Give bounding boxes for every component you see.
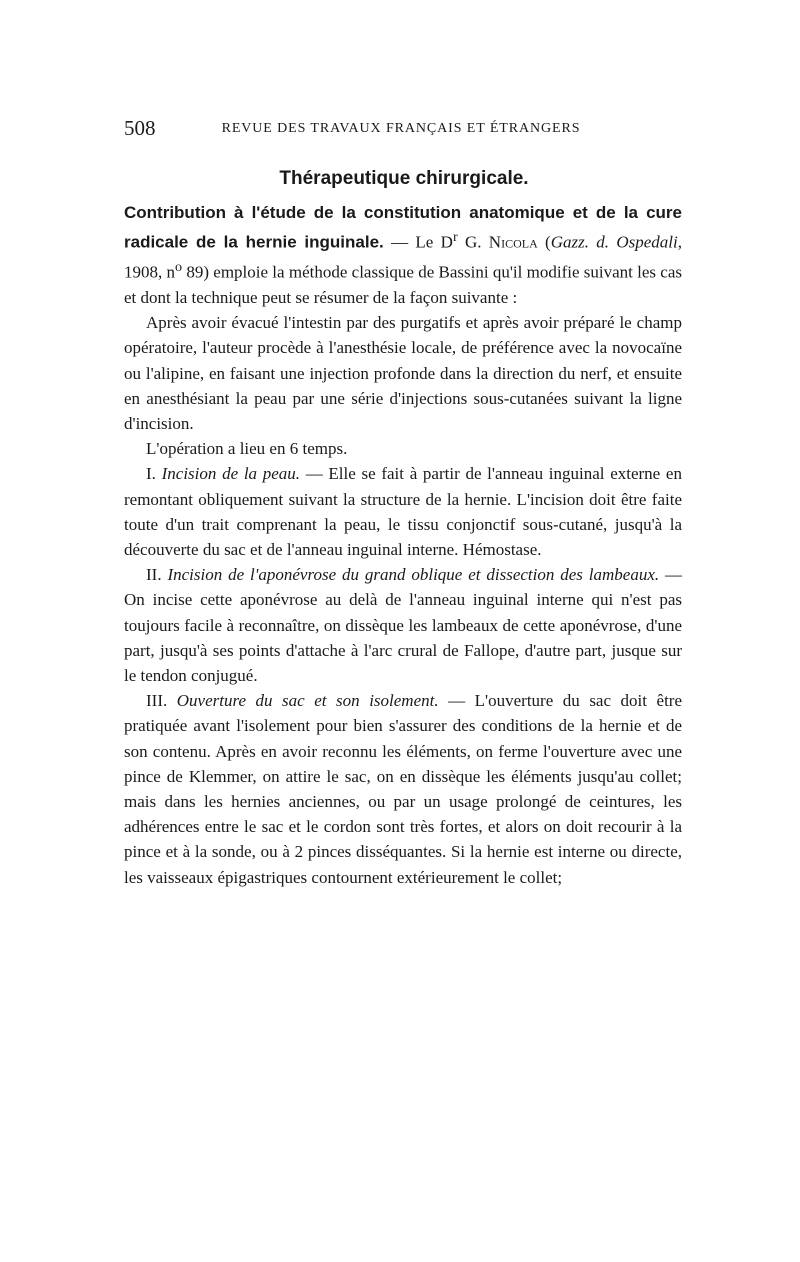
step-2-paragraph bbox=[124, 562, 682, 688]
author-dash: — Le bbox=[383, 232, 441, 252]
step-2-text: — On incise cette aponévrose au delà de l'anneau inguinal interne qui n'est pas toujours facile à reconnaître, on dissèque les lambeaux de cette aponévrose, d'une part, jusqu'à ses points d'attache à l'arc crural de Fallope, d'autre part, jusque sur le tendon conjugué. bbox=[124, 565, 683, 685]
article-heading: Contribution à l'étude de la constitution anatomique et de la cure radicale de la hernie inguinale. bbox=[124, 203, 682, 252]
article-body bbox=[124, 200, 682, 890]
step-3-title: Ouverture du sac et son isolement. bbox=[176, 691, 439, 711]
author-name: G. Nicola bbox=[457, 232, 538, 252]
citation-rest: , 1908, n bbox=[124, 232, 682, 282]
running-head bbox=[124, 117, 684, 139]
step-2-number: II. bbox=[146, 565, 168, 585]
step-3-paragraph bbox=[124, 688, 682, 890]
step-1-paragraph bbox=[124, 461, 682, 562]
author-title-sup: r bbox=[452, 229, 458, 246]
author-title: D bbox=[440, 232, 453, 252]
step-1-title: Incision de la peau. bbox=[161, 464, 301, 484]
step-3-number: III. bbox=[146, 691, 177, 711]
page-number: 508 bbox=[124, 116, 156, 140]
step-1-number: I. bbox=[146, 464, 162, 484]
section-title: Thérapeutique chirurgicale. bbox=[279, 168, 529, 189]
intro-text: 89) emploie la méthode classique de Bassini qu'il modifie suivant les cas et dont la technique peut se résumer de la façon suivante : bbox=[124, 262, 682, 307]
citation-journal: Gazz. d. Ospedali bbox=[550, 232, 678, 252]
preparation-paragraph: Après avoir évacué l'intestin par des purgatifs et après avoir préparé le champ opératoire, l'auteur procède à l'anesthésie locale, de préférence avec la novocaïne ou l'alipine, en faisant une injection profonde dans la direction du nerf, et ensuite en anesthésiant la peau par une série d'injections sous-cutanées suivant la ligne d'incision. bbox=[124, 313, 682, 433]
steps-intro-paragraph: L'opération a lieu en 6 temps. bbox=[146, 439, 348, 459]
step-3-text: — L'ouverture du sac doit être pratiquée avant l'isolement pour bien s'assurer des conditions de la hernie et de son contenu. Après en avoir reconnu les éléments, on ferme l'ouverture avec une pince de Klemmer, on attire le sac, on en dissèque les éléments jusqu'au collet; mais dans les hernies anciennes, ou par un usage prolongé de ceintures, les adhérences entre le sac et le cordon sont très fortes, et alors on doit recourir à la pince et à la sonde, ou à 2 pinces disséquantes. Si la hernie est interne ou directe, les vaisseaux épigastriques contournent extérieurement le collet; bbox=[124, 691, 683, 887]
step-1-text: — Elle se fait à partir de l'anneau inguinal externe en remontant obliquement suivant la structure de la hernie. L'incision doit être faite toute d'un trait comprenant la peau, le tissu conjonctif sous-cutané, jusqu'à la découverte du sac et de l'anneau inguinal interne. Hémostase. bbox=[124, 464, 682, 559]
journal-title: REVUE DES TRAVAUX FRANÇAIS ET ÉTRANGERS bbox=[221, 121, 581, 136]
article-intro-paragraph: Contribution à l'étude de la constitution anatomique et de la cure radicale de la hernie inguinale. — Le $D^r$ G. Nicola (Gazz. d. Ospedali, 1908, $n^o$ 89) emploie la méthode classique de Bassini qu'il modifie suivant les cas et dont la technique peut se résumer de la façon suivante : bbox=[124, 203, 682, 307]
citation-sup: o bbox=[175, 259, 183, 276]
step-2-title: Incision de l'aponévrose du grand oblique et dissection des lambeaux. bbox=[167, 565, 660, 585]
